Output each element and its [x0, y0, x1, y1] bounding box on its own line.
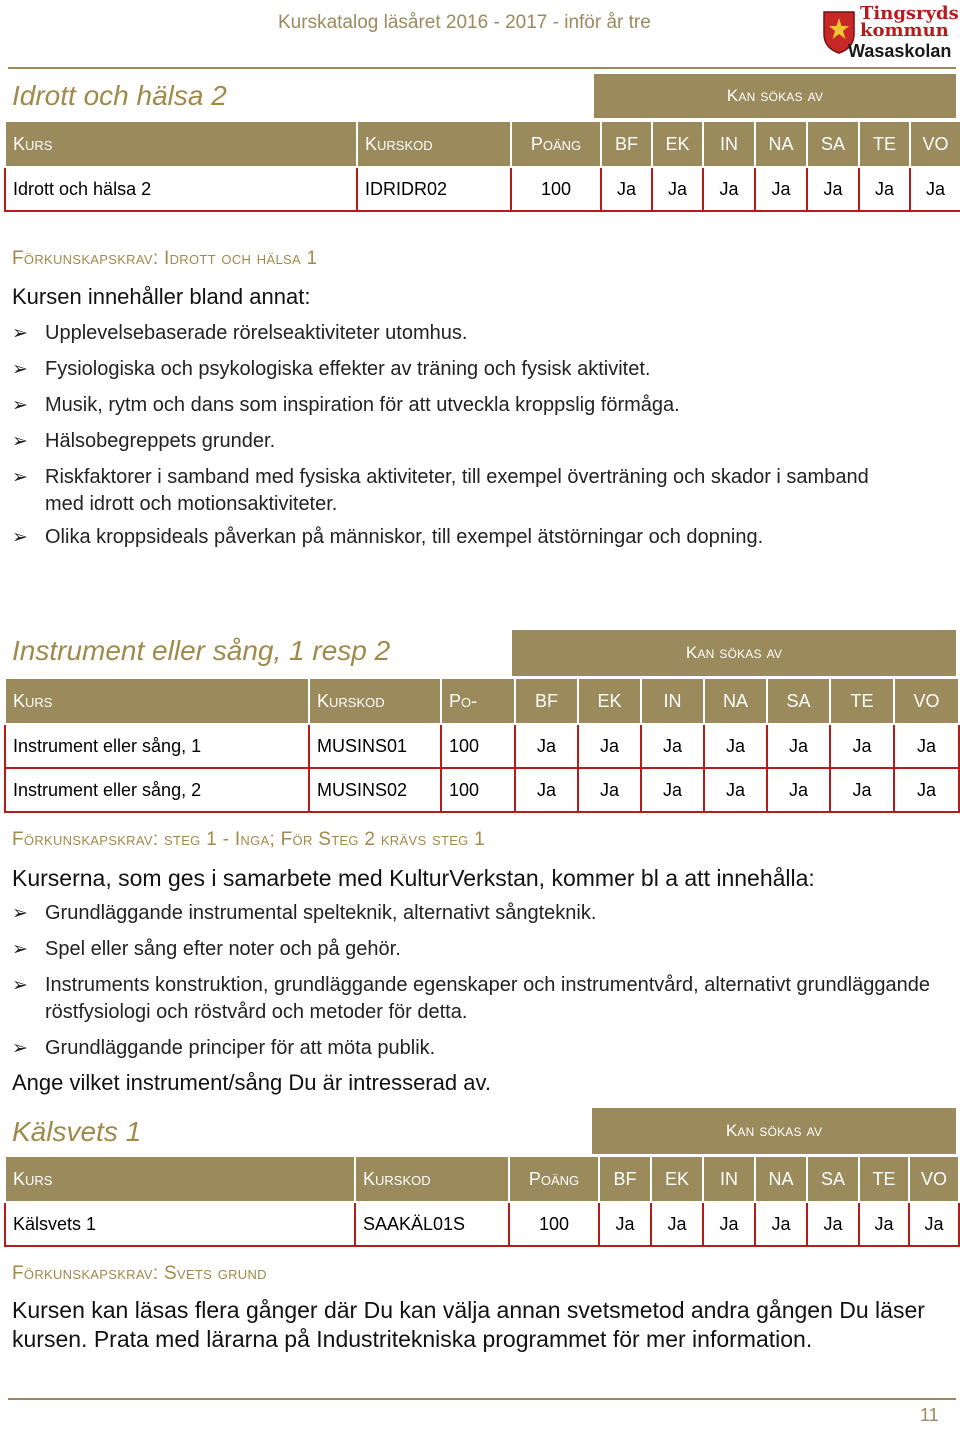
list-item: ➢ Instruments konstruktion, grundläggande egenskaper och instrumentvård, alternativt grundläggande röstfysiologi och röstvård och metoder för detta.: [12, 974, 930, 1023]
list-item: ➢ Olika kroppsideals påverkan på människor, till exempel ätstörningar och dopning.: [10, 524, 910, 551]
col-header-na: NA: [755, 1156, 807, 1202]
cell-te: Ja: [859, 1202, 909, 1246]
course-table-kalsvets: [4, 1155, 960, 1247]
arrow-bullet-icon: ➢: [12, 359, 28, 380]
table-header-row: [5, 1156, 959, 1202]
cell-poang: 100: [509, 1202, 599, 1246]
col-header-poang: Po-: [441, 678, 515, 724]
cell-kurs: Kälsvets 1: [5, 1202, 355, 1246]
list-item: ➢ Grundläggande instrumental spelteknik, alternativt sångteknik.: [10, 900, 930, 927]
school-logo: [822, 3, 959, 64]
col-header-kurskod: Kurskod: [309, 678, 441, 724]
col-header-kurs: Kurs: [5, 678, 309, 724]
col-header-sa: SA: [767, 678, 830, 724]
list-item: ➢ Musik, rytm och dans som inspiration för att utveckla kroppslig förmåga.: [10, 392, 910, 419]
col-header-kurs: Kurs: [5, 1156, 355, 1202]
col-header-in: IN: [703, 1156, 755, 1202]
cell-bf: Ja: [515, 724, 578, 768]
col-header-kurskod: Kurskod: [355, 1156, 509, 1202]
cell-kurs: Idrott och hälsa 2: [5, 167, 357, 211]
catalog-header-title: Kurskatalog läsåret 2016 - 2017 - inför år tre: [278, 12, 651, 33]
kan-sokas-av-label: Kan sökas av: [726, 86, 824, 105]
prereq-kalsvets: Förkunskapskrav: Svets grund: [12, 1263, 267, 1284]
cell-na: Ja: [704, 768, 767, 812]
table-row: [5, 768, 959, 812]
intro-idrott: Kursen innehåller bland annat:: [12, 284, 311, 309]
list-item: ➢ Spel eller sång efter noter och på gehör.: [10, 936, 930, 963]
col-header-kurs: Kurs: [5, 121, 357, 167]
cell-bf: Ja: [601, 167, 652, 211]
cell-te: Ja: [830, 768, 894, 812]
intro-instrument: Kurserna, som ges i samarbete med KulturVerkstan, kommer bl a att innehålla:: [12, 865, 815, 891]
col-header-na: NA: [755, 121, 807, 167]
cell-in: Ja: [641, 724, 704, 768]
footer-divider: [8, 1398, 956, 1400]
arrow-bullet-icon: ➢: [12, 527, 28, 548]
logo-line-2: kommun: [860, 20, 949, 41]
cell-in: Ja: [703, 167, 755, 211]
cell-te: Ja: [830, 724, 894, 768]
bullet-list-instrument: [10, 900, 930, 1062]
cell-ek: Ja: [578, 768, 641, 812]
col-header-bf: BF: [515, 678, 578, 724]
arrow-bullet-icon: ➢: [12, 467, 28, 488]
col-header-ek: EK: [652, 121, 703, 167]
col-header-te: TE: [859, 1156, 909, 1202]
col-header-ek: EK: [578, 678, 641, 724]
cell-te: Ja: [859, 167, 910, 211]
col-header-ek: EK: [651, 1156, 703, 1202]
cell-sa: Ja: [767, 768, 830, 812]
arrow-bullet-icon: ➢: [12, 323, 28, 344]
cell-sa: Ja: [807, 1202, 859, 1246]
list-item: ➢ Grundläggande principer för att möta publik.: [10, 1035, 930, 1062]
section-title-instrument: Instrument eller sång, 1 resp 2: [12, 635, 391, 666]
cell-kurskod: MUSINS01: [309, 724, 441, 768]
list-item: ➢ Upplevelsebaserade rörelseaktiviteter utomhus.: [10, 320, 910, 347]
col-header-vo: VO: [894, 678, 959, 724]
col-header-te: TE: [830, 678, 894, 724]
body-kalsvets: Kursen kan läsas flera gånger där Du kan välja annan svetsmetod andra gången Du läser kursen. Prata med lärarna på Industritekniska programmet för mer information.: [12, 1297, 925, 1352]
cell-poang: 100: [511, 167, 601, 211]
col-header-te: TE: [859, 121, 910, 167]
col-header-vo: VO: [910, 121, 960, 167]
col-header-in: IN: [641, 678, 704, 724]
cell-ek: Ja: [651, 1202, 703, 1246]
table-header-row: [5, 678, 959, 724]
section-title-kalsvets: Kälsvets 1: [12, 1116, 142, 1147]
table-row: [5, 724, 959, 768]
list-item: ➢ Fysiologiska och psykologiska effekter av träning och fysisk aktivitet.: [10, 356, 910, 383]
col-header-na: NA: [704, 678, 767, 724]
cell-vo: Ja: [910, 167, 960, 211]
header-divider: [8, 67, 956, 69]
col-header-poang: Poäng: [511, 121, 601, 167]
cell-kurskod: IDRIDR02: [357, 167, 511, 211]
kan-sokas-av-label: Kan sökas av: [725, 1121, 823, 1140]
cell-poang: 100: [441, 768, 515, 812]
cell-in: Ja: [641, 768, 704, 812]
arrow-bullet-icon: ➢: [12, 395, 28, 416]
col-header-kurskod: Kurskod: [357, 121, 511, 167]
logo-line-3: Wasaskolan: [848, 41, 952, 61]
course-table-idrott: [4, 120, 960, 212]
kan-sokas-av-header: [594, 74, 956, 118]
arrow-bullet-icon: ➢: [12, 1038, 28, 1059]
arrow-bullet-icon: ➢: [12, 975, 28, 996]
cell-vo: Ja: [909, 1202, 959, 1246]
bullet-list-idrott: [10, 320, 910, 551]
table-row: [5, 167, 960, 211]
cell-bf: Ja: [515, 768, 578, 812]
kan-sokas-av-header: [592, 1108, 956, 1154]
col-header-in: IN: [703, 121, 755, 167]
cell-sa: Ja: [807, 167, 859, 211]
col-header-poang: Poäng: [509, 1156, 599, 1202]
cell-vo: Ja: [894, 768, 959, 812]
arrow-bullet-icon: ➢: [12, 939, 28, 960]
col-header-bf: BF: [601, 121, 652, 167]
cell-sa: Ja: [767, 724, 830, 768]
outro-instrument: Ange vilket instrument/sång Du är intresserad av.: [12, 1070, 491, 1095]
cell-na: Ja: [755, 167, 807, 211]
list-item: ➢ Hälsobegreppets grunder.: [10, 428, 910, 455]
logo-line-1: Tingsryds: [860, 3, 959, 24]
prereq-idrott: Förkunskapskrav: Idrott och hälsa 1: [12, 248, 318, 269]
list-item: ➢ Riskfaktorer i samband med fysiska aktiviteter, till exempel överträning och skador i samband med idrott och motionsaktiviteter.: [12, 466, 869, 515]
col-header-sa: SA: [807, 1156, 859, 1202]
col-header-sa: SA: [807, 121, 859, 167]
cell-ek: Ja: [652, 167, 703, 211]
page-number: 11: [920, 1405, 939, 1425]
cell-na: Ja: [704, 724, 767, 768]
arrow-bullet-icon: ➢: [12, 431, 28, 452]
cell-kurs: Instrument eller sång, 2: [5, 768, 309, 812]
cell-poang: 100: [441, 724, 515, 768]
cell-na: Ja: [755, 1202, 807, 1246]
course-table-instrument: [4, 677, 960, 813]
prereq-instrument: Förkunskapskrav: steg 1 - Inga; För Steg 2 krävs steg 1: [12, 829, 486, 850]
cell-ek: Ja: [578, 724, 641, 768]
table-row: [5, 1202, 959, 1246]
cell-in: Ja: [703, 1202, 755, 1246]
section-title-idrott: Idrott och hälsa 2: [12, 80, 227, 111]
cell-kurskod: SAAKÄL01S: [355, 1202, 509, 1246]
cell-kurs: Instrument eller sång, 1: [5, 724, 309, 768]
col-header-vo: VO: [909, 1156, 959, 1202]
kan-sokas-av-label: Kan sökas av: [685, 643, 783, 662]
cell-bf: Ja: [599, 1202, 651, 1246]
cell-kurskod: MUSINS02: [309, 768, 441, 812]
table-header-row: [5, 121, 960, 167]
cell-vo: Ja: [894, 724, 959, 768]
arrow-bullet-icon: ➢: [12, 903, 28, 924]
kan-sokas-av-header: [512, 630, 956, 676]
col-header-bf: BF: [599, 1156, 651, 1202]
